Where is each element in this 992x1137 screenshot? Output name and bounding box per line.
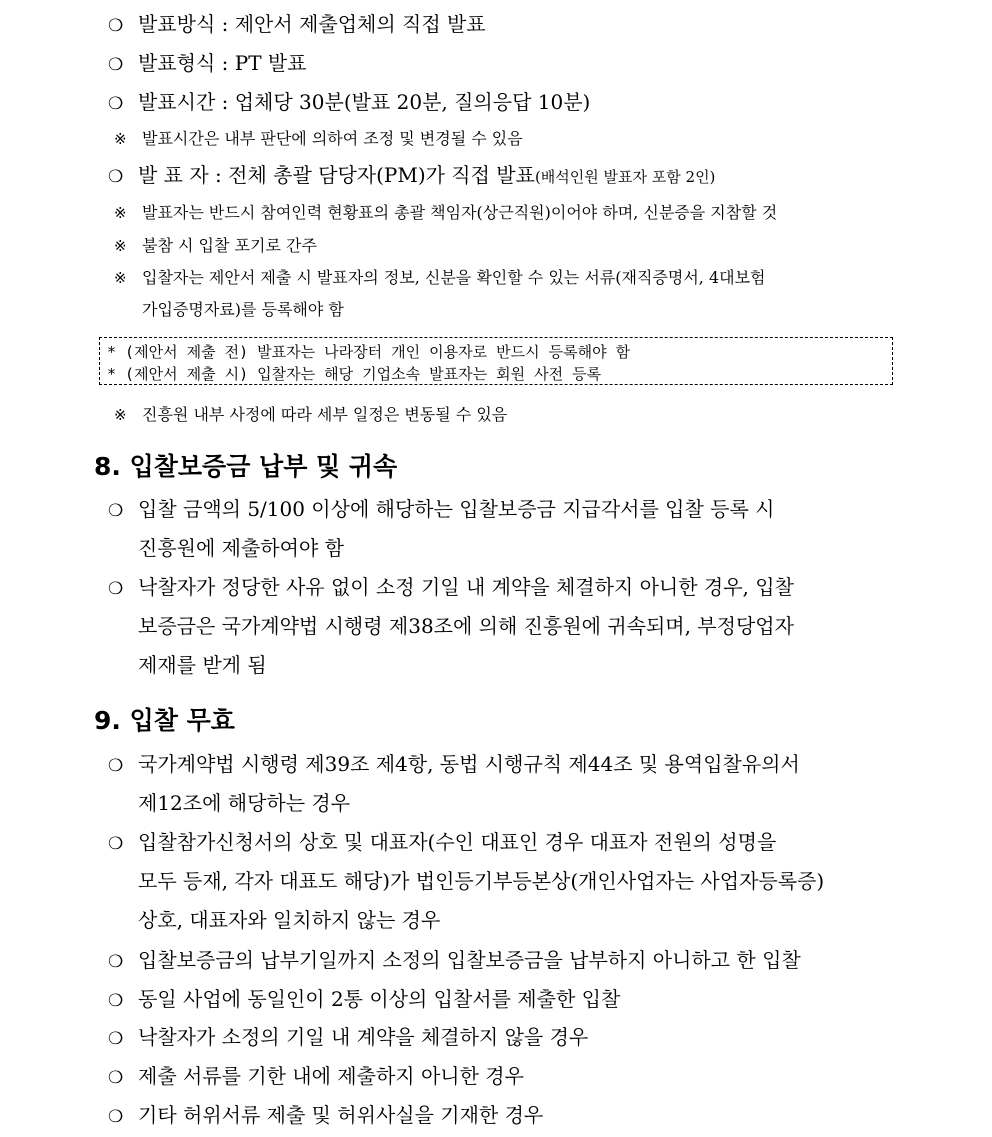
sec9-bullet-1-cont: 제12조에 해당하는 경우 [138, 791, 351, 815]
circle-bullet-icon: ❍ [108, 94, 124, 114]
sec9-bullet-2-cont: 상호, 대표자와 일치하지 않는 경우 [138, 908, 441, 932]
sec9-bullet-1: ❍ 국가계약법 시행령 제39조 제4항, 동법 시행규칙 제44조 및 용역입찰유의서 [108, 752, 800, 776]
note-registration-cont: 가입증명자료)를 등록해야 함 [142, 300, 344, 319]
sec9-bullet-6: ❍ 제출 서류를 기한 내에 제출하지 아니한 경우 [108, 1064, 524, 1088]
sec9-bullet-5: ❍ 낙찰자가 소정의 기일 내 계약을 체결하지 않을 경우 [108, 1025, 589, 1049]
sec9-bullet-4: ❍ 동일 사업에 동일인이 2통 이상의 입찰서를 제출한 입찰 [108, 987, 621, 1011]
circle-bullet-icon: ❍ [108, 167, 124, 187]
note-mark-icon: ※ [114, 237, 127, 255]
sec8-bullet-2-cont: 보증금은 국가계약법 시행령 제38조에 의해 진흥원에 귀속되며, 부정당업자 [138, 614, 794, 638]
sec8-bullet-1: ❍ 입찰 금액의 5/100 이상에 해당하는 입찰보증금 지급각서를 입찰 등록 시 [108, 497, 775, 521]
circle-bullet-icon: ❍ [108, 1068, 124, 1088]
bullet-presentation-format: ❍ 발표형식 : PT 발표 [108, 51, 307, 75]
sec9-bullet-3: ❍ 입찰보증금의 납부기일까지 소정의 입찰보증금을 납부하지 아니하고 한 입찰 [108, 948, 801, 972]
sec9-bullet-2-cont: 모두 등재, 각자 대표도 해당)가 법인등기부등본상(개인사업자는 사업자등록증) [138, 869, 825, 893]
circle-bullet-icon: ❍ [108, 991, 124, 1011]
section-8-heading: 8. 입찰보증금 납부 및 귀속 [94, 452, 398, 481]
circle-bullet-icon: ❍ [108, 756, 124, 776]
note-presenter-requirement: ※ 발표자는 반드시 참여인력 현황표의 총괄 책임자(상근직원)이어야 하며, 신분증을 지참할 것 [114, 203, 778, 222]
circle-bullet-icon: ❍ [108, 579, 124, 599]
note-mark-icon: ※ [114, 130, 127, 148]
circle-bullet-icon: ❍ [108, 1107, 124, 1127]
circle-bullet-icon: ❍ [108, 16, 124, 36]
note-time-adjustable: ※ 발표시간은 내부 판단에 의하여 조정 및 변경될 수 있음 [114, 129, 523, 148]
section-9-heading: 9. 입찰 무효 [94, 706, 235, 735]
circle-bullet-icon: ❍ [108, 834, 124, 854]
note-mark-icon: ※ [114, 204, 127, 222]
circle-bullet-icon: ❍ [108, 1029, 124, 1049]
sec8-bullet-2: ❍ 낙찰자가 정당한 사유 없이 소정 기일 내 계약을 체결하지 아니한 경우, 입찰 [108, 575, 794, 599]
note-absence: ※ 불참 시 입찰 포기로 간주 [114, 236, 317, 255]
bullet-presenter: ❍ 발 표 자 : 전체 총괄 담당자(PM)가 직접 발표(배석인원 발표자 포함 2인) [108, 163, 716, 187]
sec9-bullet-7: ❍ 기타 허위서류 제출 및 허위사실을 기재한 경우 [108, 1103, 544, 1127]
note-mark-icon: ※ [114, 406, 127, 424]
sec9-bullet-2: ❍ 입찰참가신청서의 상호 및 대표자(수인 대표인 경우 대표자 전원의 성명을 [108, 830, 777, 854]
note-schedule-change: ※ 진흥원 내부 사정에 따라 세부 일정은 변동될 수 있음 [114, 405, 508, 424]
note-mark-icon: ※ [114, 269, 127, 287]
notice-box-row: * (제안서 제출 시) 입찰자는 해당 기업소속 발표자는 회원 사전 등록 [107, 365, 602, 383]
circle-bullet-icon: ❍ [108, 55, 124, 75]
bullet-presentation-time: ❍ 발표시간 : 업체당 30분(발표 20분, 질의응답 10분) [108, 90, 591, 114]
sec8-bullet-1-cont: 진흥원에 제출하여야 함 [138, 536, 344, 560]
circle-bullet-icon: ❍ [108, 952, 124, 972]
sec8-bullet-2-cont: 제재를 받게 됨 [138, 653, 267, 677]
note-registration: ※ 입찰자는 제안서 제출 시 발표자의 정보, 신분을 확인할 수 있는 서류(재직증명서, 4대보험 [114, 268, 766, 287]
notice-box [99, 337, 893, 385]
bullet-presentation-method: ❍ 발표방식 : 제안서 제출업체의 직접 발표 [108, 12, 486, 36]
notice-box-row: * (제안서 제출 전) 발표자는 나라장터 개인 이용자로 반드시 등록해야 함 [107, 343, 631, 361]
circle-bullet-icon: ❍ [108, 501, 124, 521]
